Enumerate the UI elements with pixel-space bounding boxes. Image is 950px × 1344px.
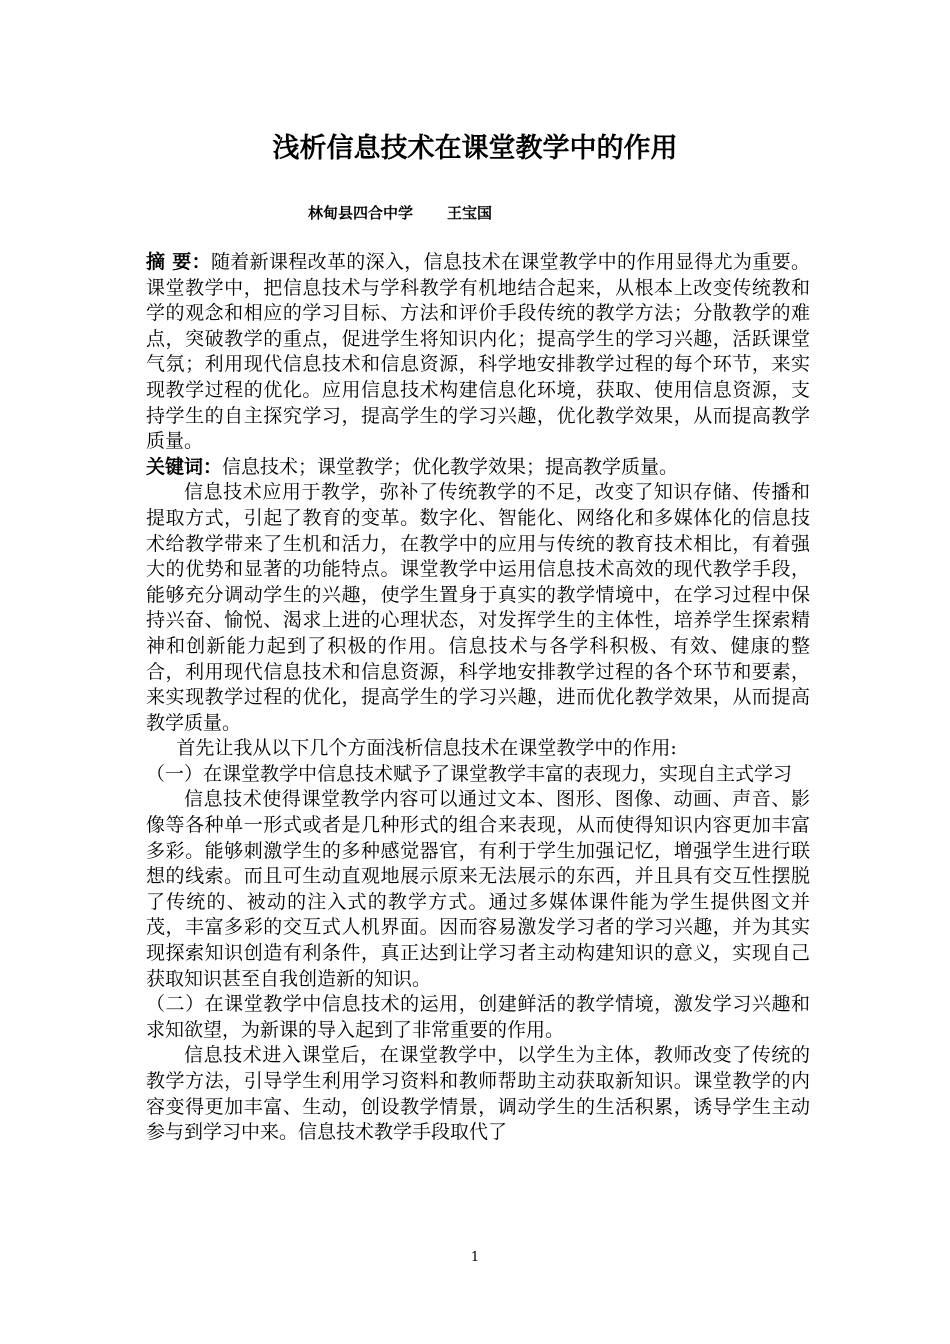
section-body-2: 信息技术进入课堂后，在课堂教学中，以学生为主体，教师改变了传统的教学方法，引导学生利用学习资料和教师帮助主动获取新知识。课堂教学的内容变得更加丰富、生动，创设教学情景，调动学生的生活积累，诱导学生主动参与到学习中来。信息技术教学手段取代了	[146, 1044, 810, 1144]
section-body-1: 信息技术使得课堂教学内容可以通过文本、图形、图像、动画、声音、影像等各种单一形式或者是几种形式的组合来表现，从而使得知识内容更加丰富多彩。能够刺激学生的多种感觉器官，有利于学生加强记忆，增强学生进行联想的线索。而且可生动直观地展示原来无法展示的东西，并且具有交互性摆脱了传统的、被动的注入式的教学方式。通过多媒体课件能为学生提供图文并茂，丰富多彩的交互式人机界面。因而容易激发学习者的学习兴趣，并为其实现探索知识创造有利条件，真正达到让学习者主动构建知识的意义，实现自己获取知识甚至自我创造新的知识。	[146, 788, 810, 990]
abstract-label: 摘 要：	[146, 251, 211, 273]
author-line	[308, 202, 492, 224]
document-body	[146, 250, 810, 1146]
section-heading-2: （二）在课堂教学中信息技术的运用，创建鲜活的教学情境，激发学习兴趣和求知欲望，为新课的导入起到了非常重要的作用。	[146, 993, 810, 1041]
author-name: 王宝国	[447, 204, 493, 222]
intro-paragraph: 信息技术应用于教学，弥补了传统教学的不足，改变了知识存储、传播和提取方式，引起了教育的变革。数字化、智能化、网络化和多媒体化的信息技术给教学带来了生机和活力，在教学中的应用与传统的教育技术相比，有着强大的优势和显著的功能特点。课堂教学中运用信息技术高效的现代教学手段，能够充分调动学生的兴趣，使学生置身于真实的教学情境中，在学习过程中保持兴奋、愉悦、渴求上进的心理状态，对发挥学生的主体性，培养学生探索精神和创新能力起到了积极的作用。信息技术与各学科积极、有效、健康的整合，利用现代信息技术和信息资源，科学地安排教学过程的各个环节和要素，来实现教学过程的优化，提高学生的学习兴趣，进而优化教学效果，从而提高教学质量。	[146, 481, 810, 734]
page-number: 1	[470, 1250, 480, 1265]
author-school: 林甸县四合中学	[308, 204, 414, 222]
abstract-text: 随着新课程改革的深入，信息技术在课堂教学中的作用显得尤为重要。课堂教学中，把信息技术与学科教学有机地结合起来，从根本上改变传统教和学的观念和相应的学习目标、方法和评价手段传统的教学方法；分散教学的难点，突破教学的重点，促进学生将知识内化；提高学生的学习兴趣，活跃课堂气氛；利用现代信息技术和信息资源，科学地安排教学过程的每个环节，来实现教学过程的优化。应用信息技术构建信息化环境，获取、使用信息资源，支持学生的自主探究学习，提高学生的学习兴趣，优化教学效果，从而提高教学质量。	[146, 251, 810, 453]
lead-paragraph: 首先让我从以下几个方面浅析信息技术在课堂教学中的作用:	[176, 737, 677, 760]
keywords-label: 关键词：	[146, 455, 223, 478]
keywords-paragraph	[146, 455, 810, 481]
keywords-text: 信息技术；课堂教学；优化教学效果；提高教学质量。	[222, 455, 679, 478]
abstract-paragraph	[146, 250, 810, 455]
section-heading-1: （一）在课堂教学中信息技术赋予了课堂教学丰富的表现力，实现自主式学习	[146, 762, 793, 785]
page-title: 浅析信息技术在课堂教学中的作用	[272, 133, 678, 164]
